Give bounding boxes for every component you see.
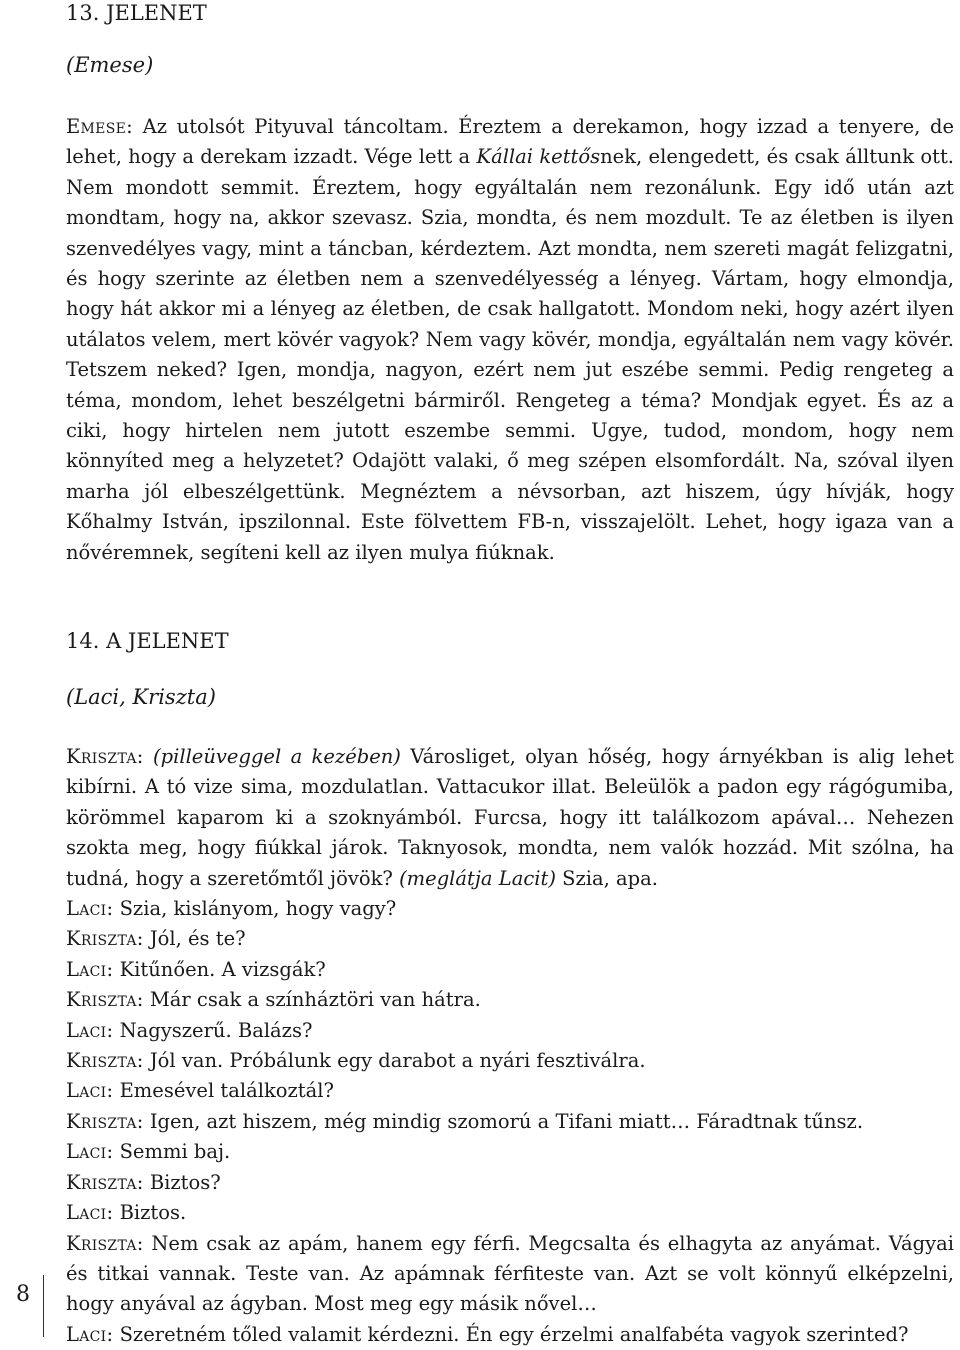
- dialogue-text: Igen, azt hiszem, még mindig szomorú a Tifani miatt… Fáradtnak tűnsz.: [143, 1109, 864, 1133]
- dialogue-line: [66, 955, 954, 985]
- monologue-part-1: Az utolsót Pityuval táncoltam. Éreztem a derekamon, hogy izzad a tenyere, de lehet, hogy a derekam izzadt. Vége lett a: [66, 115, 954, 169]
- dialogue-text: Jól van. Próbálunk egy darabot a nyári fesztiválra.: [143, 1049, 646, 1073]
- scene-14-cast: [66, 684, 954, 710]
- speaker-name: Laci:: [66, 897, 114, 921]
- scene-13-cast-text: (Emese): [66, 53, 154, 77]
- dialogue-lines: [66, 894, 954, 1228]
- scene-13-cast: [66, 52, 954, 78]
- opening-text-1: Városliget, olyan hőség, hogy árnyékban is alig lehet kibírni. A tó vize sima, mozdulatlan. Vattacukor illat. Beleülök a padon egy rágógumiba, körömmel kaparom ki a szoknyámból. Furcsa, hogy itt találkozom apával… Nehezen szokta meg, hogy fiúkkal járok. Taknyosok, mondta, nem valók hozzád. Mit szólna, ha tudná, hogy a szeretőmtől jövök?: [66, 745, 954, 890]
- speaker-laci-final: Laci:: [66, 1322, 114, 1346]
- dialogue-line: [66, 1168, 954, 1198]
- speaker-name: Kriszta:: [66, 1109, 144, 1133]
- margin-rule: [43, 1275, 44, 1337]
- scene-14: [66, 628, 954, 1350]
- dialogue-line: [66, 1046, 954, 1076]
- stage-direction-2: (meglátja Lacit): [399, 866, 556, 890]
- last-paragraph-text: Nem csak az apám, hanem egy férfi. Megcsalta és elhagyta az anyámat. Vágyai és titkai vannak. Teste van. Az apámnak férfiteste van. Azt se volt könnyű elképzelni, hogy anyával az ágyban. Most meg egy másik nővel…: [66, 1231, 954, 1316]
- dialogue-line: [66, 894, 954, 924]
- dialogue-line: [66, 1107, 954, 1137]
- scene-13-title: 13. JELENET: [66, 1, 207, 25]
- speaker-name: Laci:: [66, 1201, 114, 1225]
- speaker-name: Laci:: [66, 957, 114, 981]
- kriszta-opening: [66, 742, 954, 894]
- dialogue-text: Már csak a színháztöri van hátra.: [143, 988, 481, 1012]
- dialogue-text: Biztos?: [143, 1170, 221, 1194]
- dialogue-line: [66, 985, 954, 1015]
- scene-14-title: 14. A JELENET: [66, 629, 229, 653]
- speaker-name: Kriszta:: [66, 988, 144, 1012]
- speaker-name: Kriszta:: [66, 927, 144, 951]
- page-number: 8: [16, 1282, 30, 1307]
- opening-text-2: Szia, apa.: [555, 866, 658, 890]
- dialogue-text: Jól, és te?: [143, 927, 246, 951]
- dialogue-text: Nagyszerű. Balázs?: [113, 1018, 313, 1042]
- dialogue-text: Kitűnően. A vizsgák?: [113, 957, 326, 981]
- dialogue-line: [66, 1016, 954, 1046]
- stage-direction-1: (pilleüveggel a kezében): [153, 745, 401, 768]
- dialogue-text: Semmi baj.: [113, 1140, 231, 1164]
- speaker-name: Laci:: [66, 1018, 114, 1042]
- speaker-emese: Emese:: [66, 115, 133, 138]
- speaker-name: Kriszta:: [66, 1170, 144, 1194]
- dialogue-text: Biztos.: [113, 1201, 187, 1225]
- speaker-kriszta: Kriszta:: [66, 745, 144, 768]
- laci-final-line: [66, 1320, 954, 1350]
- emese-monologue: [66, 112, 954, 568]
- dialogue-line: [66, 1198, 954, 1228]
- dialogue-line: [66, 924, 954, 954]
- kriszta-last-paragraph: [66, 1229, 954, 1320]
- speaker-name: Laci:: [66, 1079, 114, 1103]
- scene-13: [66, 0, 954, 568]
- dialogue-text: Szia, kislányom, hogy vagy?: [113, 897, 397, 921]
- scene-14-cast-text: (Laci, Kriszta): [66, 685, 216, 709]
- dialogue-line: [66, 1076, 954, 1106]
- final-line-text: Szeretném tőled valamit kérdezni. Én egy érzelmi analfabéta vagyok szerinted?: [113, 1322, 909, 1346]
- monologue-part-2: nek, elengedett, és csak álltunk ott. Nem mondott semmit. Éreztem, hogy egyáltalán nem rezonálunk. Egy idő után azt mondtam, hogy na, akkor szevasz. Szia, mondta, és nem mozdult. Te az életben is ilyen szenvedélyes vagy, mint a táncban, kérdeztem. Azt mondta, nem szereti magát felizgatni, és hogy szerinte az életben nem a szenvedélyesség a lényeg. Vártam, hogy elmondja, hogy hát akkor mi a lényeg az életben, de csak hallgatott. Mondom neki, hogy azért ilyen utálatos velem, mert kövér vagyok? Nem vagy kövér, mondja, egyáltalán nem vagy kövér. Tetszem neked? Igen, mondja, nagyon, ezért nem jut eszébe semmi. Pedig rengeteg a téma, mondom, lehet beszélgetni bármiről. Rengeteg a téma? Mondjak egyet. És az a ciki, hogy hirtelen nem jutott eszembe semmi. Ugye, tudod, mondom, hogy nem könnyíted meg a helyzetet? Odajött valaki, ő meg szépen elsomfordált. Na, szóval ilyen marha jól elbeszélgettünk. Megnéztem a névsorban, azt hiszem, úgy hívják, hogy Kőhalmy István, ipszilonnal. Este fölvettem FB-n, visszajelölt. Lehet, hogy igaza van a nővéremnek, segíteni kell az ilyen mulya fiúknak.: [66, 145, 954, 564]
- speaker-kriszta-last: Kriszta:: [66, 1231, 144, 1255]
- dialogue-line: [66, 1137, 954, 1167]
- dialogue-text: Emesével találkoztál?: [113, 1079, 334, 1103]
- speaker-name: Laci:: [66, 1140, 114, 1164]
- monologue-italic: Kállai kettős: [476, 145, 601, 169]
- speaker-name: Kriszta:: [66, 1049, 144, 1073]
